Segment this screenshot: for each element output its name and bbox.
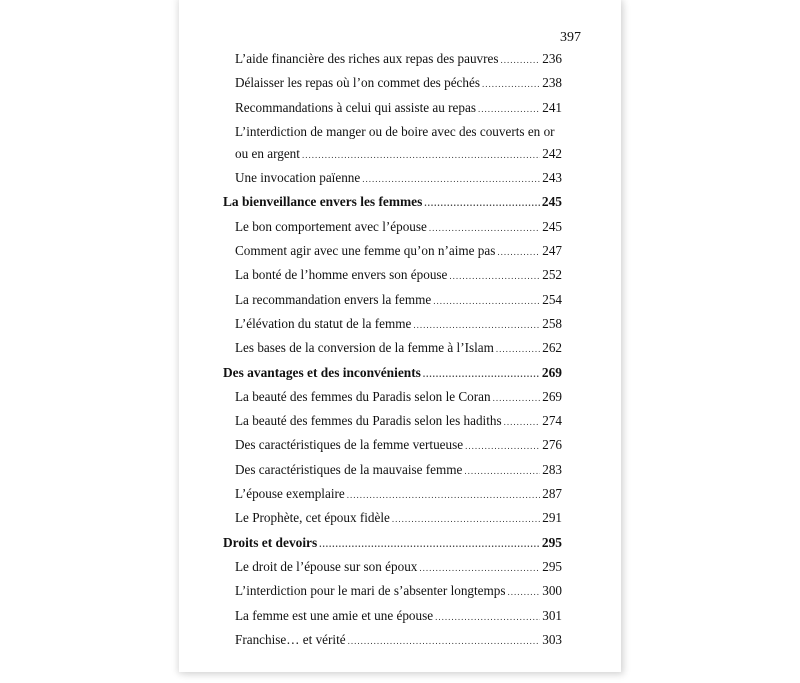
- toc-page-number: 287: [542, 486, 562, 502]
- dot-leader: [424, 195, 540, 211]
- toc-entry-title: L’aide financière des riches aux repas des pauvres: [235, 51, 499, 66]
- toc-entry-title: Comment agir avec une femme qu’on n’aime pas: [235, 243, 496, 259]
- toc-page-number: 243: [542, 170, 562, 186]
- dot-leader: [392, 511, 540, 527]
- toc-entry: [223, 243, 562, 260]
- toc-page-number: 242: [542, 145, 562, 161]
- toc-page-number: 291: [542, 510, 562, 526]
- dot-leader: [501, 52, 541, 68]
- dot-leader: [497, 244, 540, 260]
- dot-leader: [465, 438, 540, 454]
- toc-entry-title: L’épouse exemplaire: [235, 486, 345, 502]
- page-number: 397: [560, 30, 581, 45]
- toc-section-heading: [223, 194, 562, 211]
- toc-entry-title: La recommandation envers la femme: [235, 291, 432, 307]
- toc-entry: [223, 510, 562, 527]
- dot-leader: [413, 317, 540, 333]
- toc-entry-title: Délaisser les repas où l’on commet des péchés: [235, 75, 480, 91]
- toc-entry-title-line: L’interdiction de manger ou de boire avec des couverts en or: [235, 123, 555, 139]
- toc-entry: [223, 75, 562, 92]
- toc-page-number: 301: [542, 607, 562, 623]
- toc-entry-title: Le Prophète, cet époux fidèle: [235, 510, 390, 526]
- toc-page-number: 269: [541, 364, 562, 380]
- toc-entry: [223, 316, 562, 333]
- toc-entry: [223, 170, 562, 187]
- toc-entry-title: La bonté de l’homme envers son épouse: [235, 267, 448, 283]
- toc-entry: [223, 100, 562, 117]
- dot-leader: [493, 390, 541, 406]
- toc-entry-title: Une invocation païenne: [235, 170, 361, 186]
- toc-entry-title: La bienveillance envers les femmes: [223, 194, 423, 210]
- toc-page-number: 245: [542, 218, 562, 234]
- toc-entry-title: ou en argent: [235, 145, 300, 161]
- toc-entry-title: L’interdiction pour le mari de s’absenter longtemps: [235, 583, 506, 599]
- toc-entry: [223, 340, 562, 357]
- toc-entry: [223, 413, 562, 430]
- dot-leader: [302, 147, 540, 163]
- dot-leader: [435, 609, 540, 625]
- dot-leader: [319, 536, 540, 552]
- dot-leader: [464, 463, 540, 479]
- toc-entry-title: L’élévation du statut de la femme: [235, 315, 412, 331]
- toc-entry: [223, 462, 562, 479]
- toc-entry-title: Recommandations à celui qui assiste au repas: [235, 99, 476, 115]
- toc-entry: [223, 437, 562, 454]
- toc-entry-title: Les bases de la conversion de la femme à l’Islam: [235, 340, 494, 356]
- toc-page-number: 247: [542, 243, 562, 259]
- toc-entry: [223, 51, 562, 68]
- toc-page-number: 276: [542, 437, 562, 453]
- toc-page-number: 274: [542, 413, 562, 429]
- toc-entry-title: Le bon comportement avec l’épouse: [235, 218, 427, 234]
- toc-page-number: 245: [541, 194, 562, 210]
- book-page: [179, 0, 621, 672]
- dot-leader: [362, 171, 540, 187]
- toc-entry: [223, 632, 562, 649]
- dot-leader: [449, 268, 540, 284]
- toc-page-number: 303: [542, 631, 562, 647]
- toc-entry: [223, 219, 562, 236]
- toc-entry-title: Des caractéristiques de la femme vertueuse: [235, 437, 464, 453]
- toc-entry-title: Des avantages et des inconvénients: [223, 364, 421, 380]
- dot-leader: [419, 560, 540, 576]
- toc-entry: [223, 583, 562, 600]
- toc-entry: [223, 292, 562, 309]
- dot-leader: [429, 220, 540, 236]
- dot-leader: [433, 293, 540, 309]
- toc-entry-title: Des caractéristiques de la mauvaise femme: [235, 461, 463, 477]
- toc-page-number: 258: [542, 315, 562, 331]
- toc-page-number: 295: [542, 558, 562, 574]
- table-of-contents: [223, 51, 562, 656]
- dot-leader: [423, 366, 540, 382]
- toc-page-number: 295: [541, 534, 562, 550]
- dot-leader: [348, 633, 541, 649]
- toc-entry-title: Le droit de l’épouse sur son époux: [235, 558, 418, 574]
- toc-page-number: 269: [542, 388, 562, 404]
- toc-entry-title: Droits et devoirs: [223, 534, 318, 550]
- toc-page-number: 300: [542, 583, 562, 599]
- toc-page-number: 262: [542, 340, 562, 356]
- toc-entry: [223, 267, 562, 284]
- toc-page-number: 254: [542, 291, 562, 307]
- dot-leader: [347, 487, 540, 503]
- toc-entry: [223, 124, 562, 163]
- dot-leader: [478, 101, 540, 117]
- toc-entry: [223, 559, 562, 576]
- toc-page-number: 238: [542, 75, 562, 91]
- dot-leader: [496, 341, 540, 357]
- dot-leader: [482, 76, 540, 92]
- toc-section-heading: [223, 365, 562, 382]
- toc-page-number: 241: [542, 99, 562, 115]
- toc-page-number: 236: [542, 51, 562, 66]
- toc-entry: [223, 608, 562, 625]
- toc-entry-title: La beauté des femmes du Paradis selon le Coran: [235, 388, 491, 404]
- toc-entry: [223, 389, 562, 406]
- dot-leader: [504, 414, 541, 430]
- toc-page-number: 283: [542, 461, 562, 477]
- toc-entry-title: La beauté des femmes du Paradis selon les hadiths: [235, 413, 502, 429]
- dot-leader: [508, 584, 541, 600]
- toc-section-heading: [223, 535, 562, 552]
- toc-entry-title: Franchise… et vérité: [235, 631, 346, 647]
- toc-entry-title: La femme est une amie et une épouse: [235, 607, 434, 623]
- toc-page-number: 252: [542, 267, 562, 283]
- toc-entry: [223, 486, 562, 503]
